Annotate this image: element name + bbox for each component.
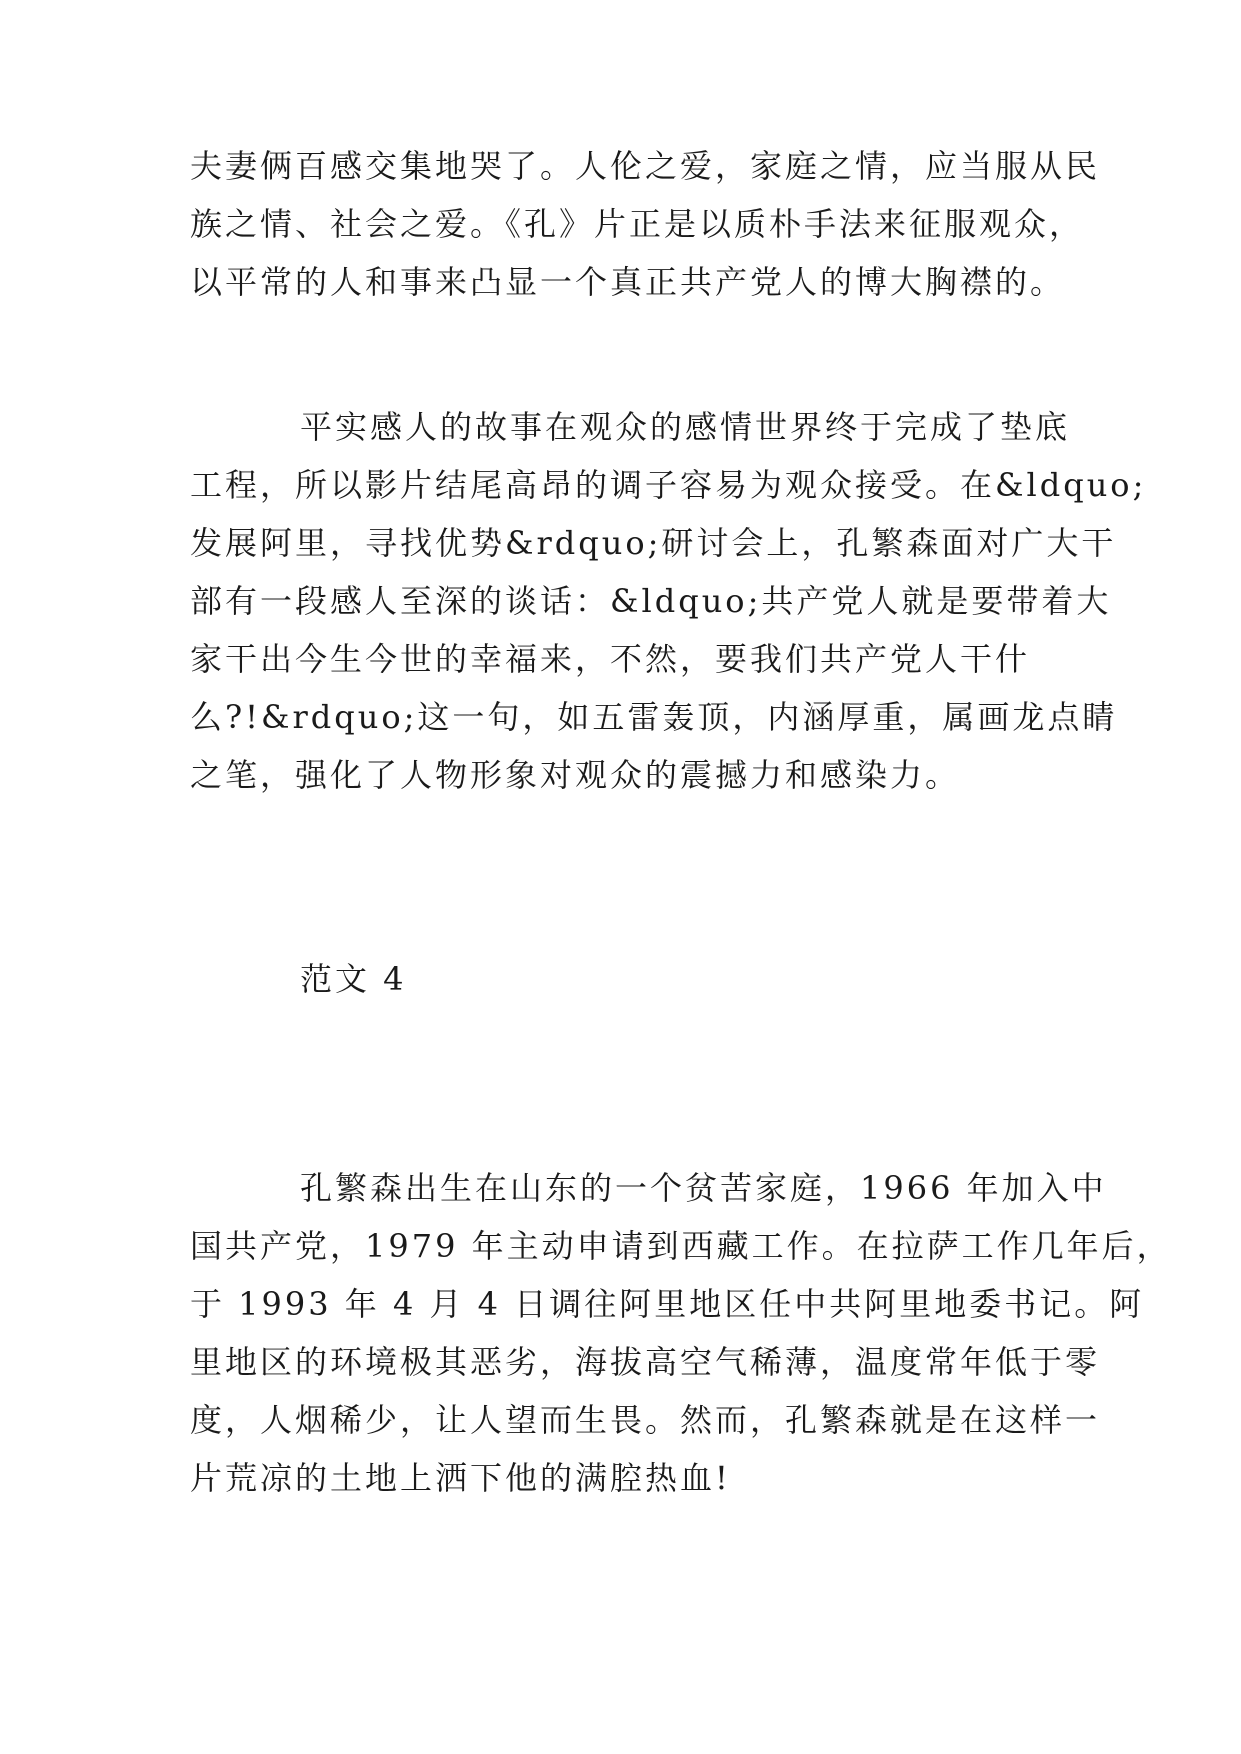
paragraph-line: 族之情、社会之爱。《孔》片正是以质朴手法来征服观众， bbox=[190, 205, 1085, 243]
paragraph-line: 之笔，强化了人物形象对观众的震撼力和感染力。 bbox=[190, 756, 961, 794]
paragraph-line: 里地区的环境极其恶劣，海拔高空气稀薄，温度常年低于零 bbox=[190, 1343, 1101, 1381]
paragraph-line: 部有一段感人至深的谈话：&ldquo;共产党人就是要带着大 bbox=[190, 582, 1112, 620]
paragraph-line: 国共产党，1979 年主动申请到西藏工作。在拉萨工作几年后， bbox=[190, 1227, 1172, 1265]
paragraph-line: 家干出今生今世的幸福来，不然，要我们共产党人干什 bbox=[190, 640, 1031, 678]
paragraph-line: 平实感人的故事在观众的感情世界终于完成了垫底 bbox=[300, 408, 1071, 446]
paragraph-1 bbox=[190, 137, 1101, 311]
paragraph-line: 于 1993 年 4 月 4 日调往阿里地区任中共阿里地委书记。阿 bbox=[190, 1285, 1145, 1323]
paragraph-line: 孔繁森出生在山东的一个贫苦家庭，1966 年加入中 bbox=[300, 1169, 1107, 1207]
section-heading-text: 范文 4 bbox=[300, 960, 407, 998]
paragraph-line: 么?!&rdquo;这一句，如五雷轰顶，内涵厚重，属画龙点睛 bbox=[190, 698, 1118, 736]
paragraph-4 bbox=[190, 1159, 1172, 1507]
paragraph-line: 片荒凉的土地上洒下他的满腔热血! bbox=[190, 1459, 731, 1497]
paragraph-line: 以平常的人和事来凸显一个真正共产党人的博大胸襟的。 bbox=[190, 263, 1066, 301]
paragraph-line: 工程，所以影片结尾高昂的调子容易为观众接受。在&ldquo; bbox=[190, 466, 1147, 504]
paragraph-line: 夫妻俩百感交集地哭了。人伦之爱，家庭之情，应当服从民 bbox=[190, 147, 1101, 185]
paragraph-line: 度，人烟稀少，让人望而生畏。然而，孔繁森就是在这样一 bbox=[190, 1401, 1101, 1439]
section-heading bbox=[190, 950, 1050, 1008]
paragraph-2 bbox=[190, 398, 1147, 804]
paragraph-line: 发展阿里，寻找优势&rdquo;研讨会上，孔繁森面对广大干 bbox=[190, 524, 1117, 562]
